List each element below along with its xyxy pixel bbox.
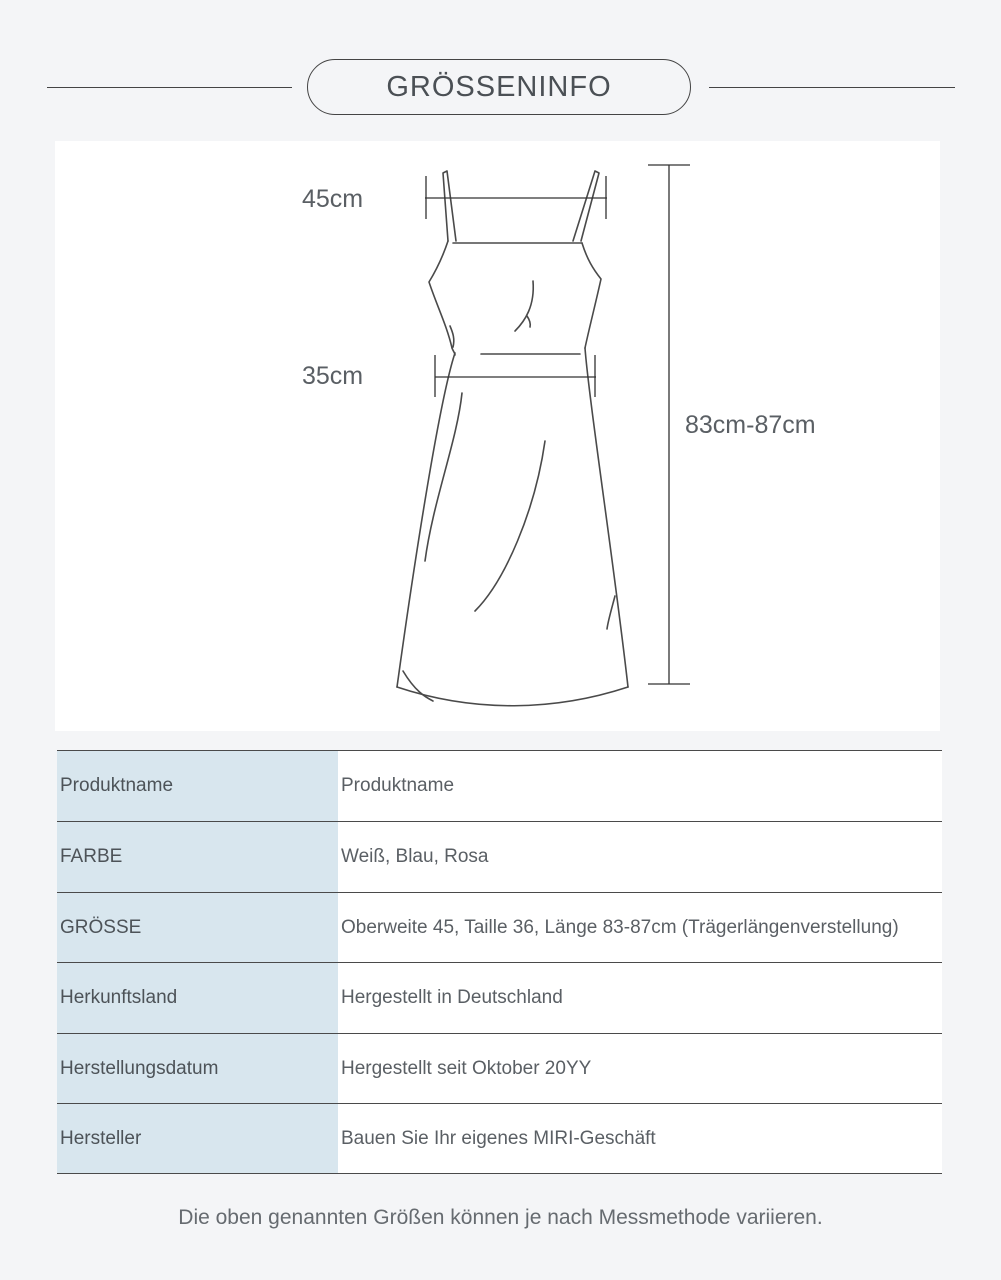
length-measurement-label: 83cm-87cm — [685, 411, 816, 439]
size-diagram — [55, 141, 940, 731]
table-row — [57, 1034, 942, 1104]
bust-measurement-label: 45cm — [302, 185, 364, 213]
row-value: Hergestellt in Deutschland — [338, 963, 942, 1034]
row-key: Herkunftsland — [57, 963, 338, 1034]
row-key: FARBE — [57, 822, 338, 893]
row-value: Bauen Sie Ihr eigenes MIRI-Geschäft — [338, 1104, 942, 1174]
table-row — [57, 751, 942, 822]
page-title: GRÖSSENINFO — [307, 59, 691, 115]
row-value: Hergestellt seit Oktober 20YY — [338, 1034, 942, 1104]
product-info-table — [57, 750, 942, 1174]
title-divider-left — [47, 87, 292, 88]
row-key: GRÖSSE — [57, 893, 338, 963]
table-row — [57, 822, 942, 893]
row-key: Produktname — [57, 751, 338, 822]
table-row — [57, 893, 942, 963]
waist-measurement-label: 35cm — [302, 362, 364, 390]
row-value: Oberweite 45, Taille 36, Länge 83-87cm (Trägerlängenverstellung) — [338, 893, 942, 963]
row-value: Produktname — [338, 751, 942, 822]
table-row — [57, 963, 942, 1034]
row-key: Herstellungsdatum — [57, 1034, 338, 1104]
row-key: Hersteller — [57, 1104, 338, 1174]
table-row — [57, 1104, 942, 1174]
row-value: Weiß, Blau, Rosa — [338, 822, 942, 893]
title-divider-right — [709, 87, 955, 88]
measurement-disclaimer: Die oben genannten Größen können je nach Messmethode variieren. — [178, 1206, 823, 1229]
